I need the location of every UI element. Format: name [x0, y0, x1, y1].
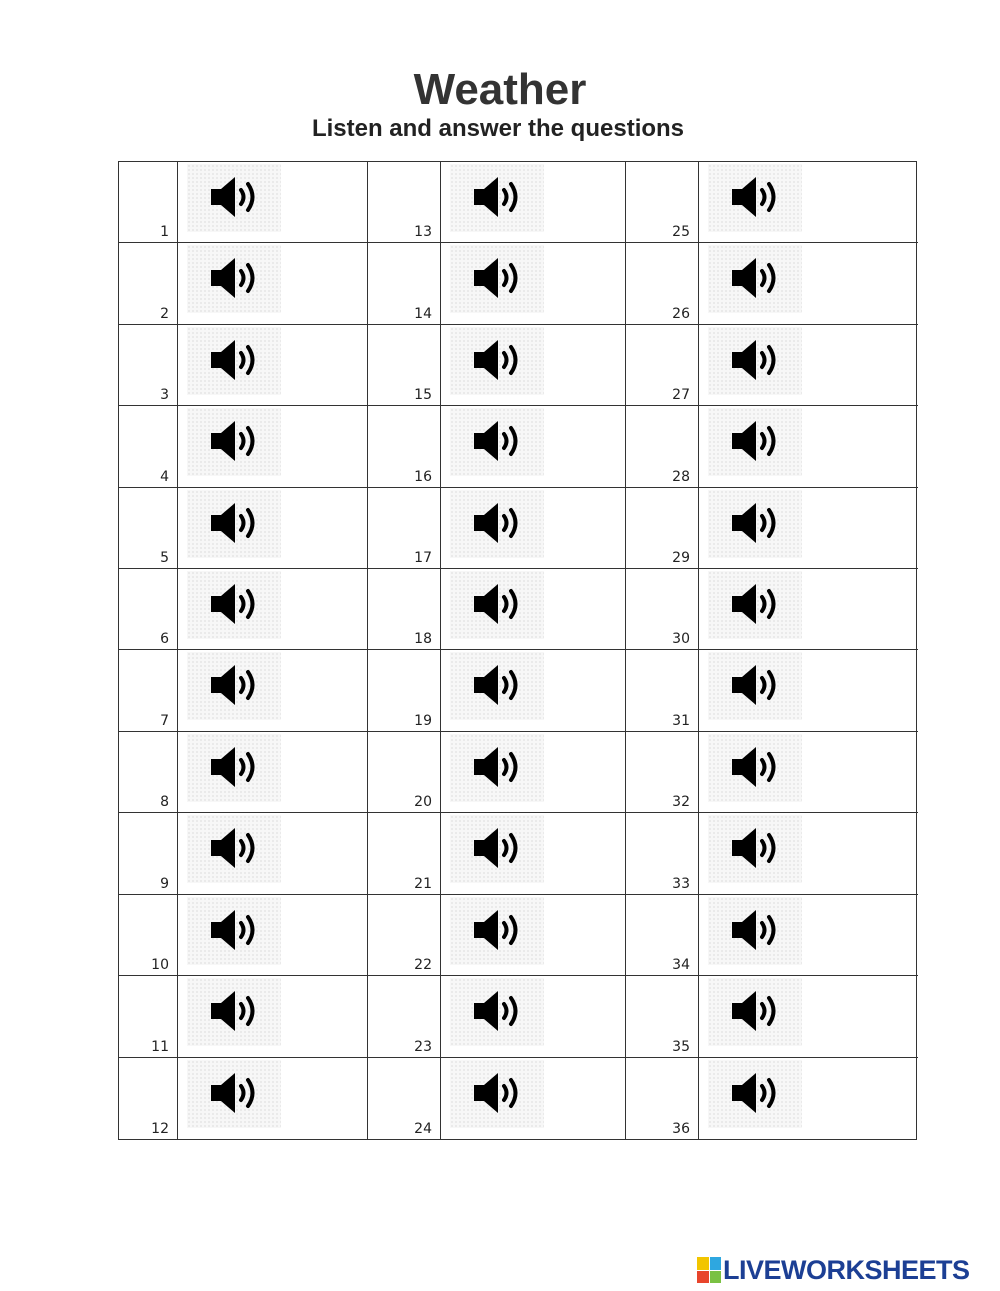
play-audio-button[interactable] — [708, 245, 802, 313]
speaker-icon — [209, 744, 263, 790]
play-audio-button[interactable] — [708, 490, 802, 558]
question-number-cell — [119, 488, 178, 569]
speaker-icon — [209, 174, 263, 220]
speaker-icon — [209, 1070, 263, 1116]
audio-cell — [699, 162, 918, 243]
speaker-icon — [472, 1070, 526, 1116]
speaker-icon — [472, 174, 526, 220]
question-number-cell — [368, 243, 441, 324]
question-number: 5 — [160, 550, 169, 567]
question-number-cell — [626, 895, 699, 976]
question-number: 13 — [414, 224, 432, 241]
audio-cell — [178, 488, 368, 569]
play-audio-button[interactable] — [450, 245, 544, 313]
audio-cell — [699, 1058, 918, 1139]
question-number-cell — [368, 895, 441, 976]
audio-cell — [699, 325, 918, 406]
play-audio-button[interactable] — [450, 978, 544, 1046]
question-number: 11 — [151, 1038, 169, 1055]
question-number-cell — [119, 650, 178, 731]
question-number-cell — [119, 569, 178, 650]
play-audio-button[interactable] — [450, 408, 544, 476]
question-number: 30 — [672, 631, 690, 648]
speaker-icon — [472, 255, 526, 301]
question-number-cell — [119, 162, 178, 243]
question-number-cell — [119, 976, 178, 1057]
speaker-icon — [730, 825, 784, 871]
audio-cell — [178, 569, 368, 650]
audio-cell — [699, 895, 918, 976]
question-number: 27 — [672, 387, 690, 404]
audio-cell — [699, 976, 918, 1057]
play-audio-button[interactable] — [708, 815, 802, 883]
liveworksheets-logo — [697, 1255, 970, 1285]
page-subtitle: Listen and answer the questions — [311, 115, 685, 142]
question-number: 25 — [672, 224, 690, 241]
question-number-cell — [368, 813, 441, 894]
play-audio-button[interactable] — [450, 734, 544, 802]
audio-cell — [441, 162, 626, 243]
audio-cell — [699, 243, 918, 324]
audio-cell — [441, 325, 626, 406]
question-number: 14 — [414, 305, 432, 322]
audio-cell — [178, 813, 368, 894]
speaker-icon — [730, 662, 784, 708]
speaker-icon — [209, 255, 263, 301]
play-audio-button[interactable] — [450, 490, 544, 558]
speaker-icon — [472, 744, 526, 790]
play-audio-button[interactable] — [187, 408, 281, 476]
question-number: 31 — [672, 712, 690, 729]
play-audio-button[interactable] — [708, 164, 802, 232]
speaker-icon — [730, 1070, 784, 1116]
audio-cell — [441, 895, 626, 976]
speaker-icon — [472, 988, 526, 1034]
question-number: 32 — [672, 794, 690, 811]
audio-cell — [178, 732, 368, 813]
question-number: 6 — [160, 631, 169, 648]
audio-cell — [178, 650, 368, 731]
speaker-icon — [730, 174, 784, 220]
question-number-cell — [626, 976, 699, 1057]
audio-cell — [441, 813, 626, 894]
speaker-icon — [472, 418, 526, 464]
question-number-cell — [119, 813, 178, 894]
question-number: 17 — [414, 550, 432, 567]
audio-cell — [441, 488, 626, 569]
question-number: 9 — [160, 875, 169, 892]
question-number: 19 — [414, 712, 432, 729]
play-audio-button[interactable] — [187, 1060, 281, 1128]
speaker-icon — [209, 907, 263, 953]
question-number-cell — [368, 976, 441, 1057]
speaker-icon — [209, 988, 263, 1034]
speaker-icon — [209, 581, 263, 627]
question-number: 18 — [414, 631, 432, 648]
play-audio-button[interactable] — [187, 815, 281, 883]
play-audio-button[interactable] — [708, 897, 802, 965]
logo-text: LIVEWORKSHEETS — [723, 1254, 970, 1285]
audio-cell — [178, 325, 368, 406]
question-number-cell — [119, 406, 178, 487]
play-audio-button[interactable] — [708, 327, 802, 395]
audio-cell — [441, 1058, 626, 1139]
question-number: 21 — [414, 875, 432, 892]
speaker-icon — [730, 907, 784, 953]
play-audio-button[interactable] — [708, 978, 802, 1046]
speaker-icon — [472, 662, 526, 708]
audio-cell — [699, 732, 918, 813]
question-number-cell — [626, 325, 699, 406]
audio-cell — [441, 976, 626, 1057]
speaker-icon — [209, 418, 263, 464]
question-number: 23 — [414, 1038, 432, 1055]
question-number: 1 — [160, 224, 169, 241]
play-audio-button[interactable] — [708, 408, 802, 476]
audio-cell — [178, 895, 368, 976]
audio-cell — [699, 406, 918, 487]
question-number: 22 — [414, 957, 432, 974]
play-audio-button[interactable] — [187, 245, 281, 313]
speaker-icon — [730, 744, 784, 790]
question-number-cell — [119, 1058, 178, 1139]
audio-cell — [699, 488, 918, 569]
question-number-cell — [626, 1058, 699, 1139]
audio-cell — [699, 569, 918, 650]
speaker-icon — [730, 581, 784, 627]
question-number-cell — [626, 488, 699, 569]
question-number-cell — [368, 1058, 441, 1139]
question-number-cell — [368, 732, 441, 813]
speaker-icon — [472, 581, 526, 627]
play-audio-button[interactable] — [450, 571, 544, 639]
speaker-icon — [209, 825, 263, 871]
play-audio-button[interactable] — [708, 652, 802, 720]
question-number: 4 — [160, 468, 169, 485]
audio-cell — [441, 650, 626, 731]
question-number: 16 — [414, 468, 432, 485]
play-audio-button[interactable] — [708, 571, 802, 639]
question-number: 20 — [414, 794, 432, 811]
question-number: 8 — [160, 794, 169, 811]
question-number: 34 — [672, 957, 690, 974]
play-audio-button[interactable] — [450, 327, 544, 395]
speaker-icon — [472, 500, 526, 546]
play-audio-button[interactable] — [187, 897, 281, 965]
speaker-icon — [209, 337, 263, 383]
audio-cell — [441, 569, 626, 650]
question-number: 33 — [672, 875, 690, 892]
question-number: 36 — [672, 1120, 690, 1137]
speaker-icon — [209, 662, 263, 708]
question-number-cell — [368, 650, 441, 731]
page-title: Weather — [413, 65, 587, 114]
audio-cell — [178, 162, 368, 243]
play-audio-button[interactable] — [187, 164, 281, 232]
question-number-cell — [368, 162, 441, 243]
question-number-cell — [626, 243, 699, 324]
question-number-cell — [626, 813, 699, 894]
speaker-icon — [472, 337, 526, 383]
audio-cell — [178, 1058, 368, 1139]
audio-cell — [178, 976, 368, 1057]
question-number-cell — [119, 895, 178, 976]
play-audio-button[interactable] — [187, 978, 281, 1046]
question-number: 15 — [414, 387, 432, 404]
question-number-cell — [368, 406, 441, 487]
question-number-cell — [368, 488, 441, 569]
speaker-icon — [730, 500, 784, 546]
play-audio-button[interactable] — [187, 490, 281, 558]
question-number-cell — [119, 732, 178, 813]
speaker-icon — [209, 500, 263, 546]
question-number: 10 — [151, 957, 169, 974]
play-audio-button[interactable] — [187, 652, 281, 720]
play-audio-button[interactable] — [187, 734, 281, 802]
play-audio-button[interactable] — [708, 734, 802, 802]
question-number-cell — [626, 162, 699, 243]
question-number-cell — [626, 732, 699, 813]
play-audio-button[interactable] — [187, 571, 281, 639]
question-number: 3 — [160, 387, 169, 404]
question-number-cell — [626, 569, 699, 650]
liveworksheets-logo-mark — [697, 1257, 721, 1283]
speaker-icon — [730, 337, 784, 383]
question-number: 28 — [672, 468, 690, 485]
audio-cell — [178, 406, 368, 487]
question-number: 24 — [414, 1120, 432, 1137]
audio-cell — [441, 406, 626, 487]
play-audio-button[interactable] — [450, 897, 544, 965]
audio-cell — [699, 813, 918, 894]
question-number: 2 — [160, 305, 169, 322]
play-audio-button[interactable] — [187, 327, 281, 395]
question-number: 7 — [160, 712, 169, 729]
play-audio-button[interactable] — [708, 1060, 802, 1128]
speaker-icon — [730, 988, 784, 1034]
question-number-cell — [368, 325, 441, 406]
speaker-icon — [472, 825, 526, 871]
question-number-cell — [368, 569, 441, 650]
questions-table — [118, 161, 917, 1140]
question-number-cell — [119, 243, 178, 324]
play-audio-button[interactable] — [450, 1060, 544, 1128]
play-audio-button[interactable] — [450, 652, 544, 720]
audio-cell — [699, 650, 918, 731]
speaker-icon — [730, 418, 784, 464]
play-audio-button[interactable] — [450, 815, 544, 883]
question-number: 35 — [672, 1038, 690, 1055]
play-audio-button[interactable] — [450, 164, 544, 232]
audio-cell — [178, 243, 368, 324]
audio-cell — [441, 732, 626, 813]
question-number-cell — [626, 406, 699, 487]
speaker-icon — [730, 255, 784, 301]
question-number: 29 — [672, 550, 690, 567]
speaker-icon — [472, 907, 526, 953]
question-number: 12 — [151, 1120, 169, 1137]
question-number-cell — [626, 650, 699, 731]
question-number: 26 — [672, 305, 690, 322]
question-number-cell — [119, 325, 178, 406]
audio-cell — [441, 243, 626, 324]
